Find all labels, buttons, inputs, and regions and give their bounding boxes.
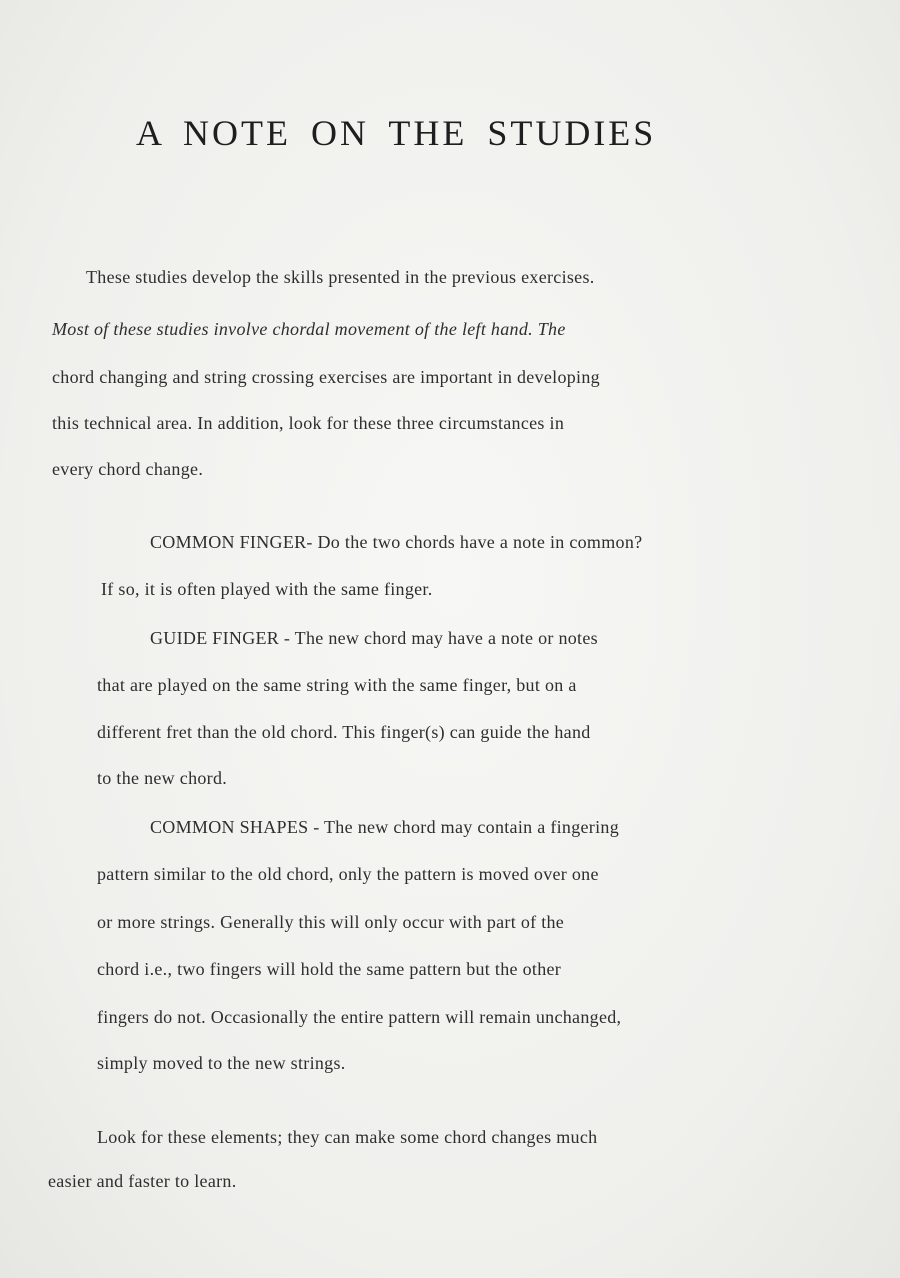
common-shapes-line-2: pattern similar to the old chord, only the pattern is moved over one xyxy=(97,864,599,884)
closing-line-1: Look for these elements; they can make some chord changes much xyxy=(97,1127,598,1147)
intro-line-5: every chord change. xyxy=(52,459,204,479)
intro-line-2-italic: Most of these studies involve chordal movement of the left hand. xyxy=(52,319,533,339)
page-title: A NOTE ON THE STUDIES xyxy=(136,113,657,153)
intro-line-2-tail: The xyxy=(532,319,566,339)
common-shapes-line-3: or more strings. Generally this will only occur with part of the xyxy=(97,912,565,932)
intro-line-4: this technical area. In addition, look for these three circumstances in xyxy=(52,413,565,433)
guide-finger-line-2: that are played on the same string with the same finger, but on a xyxy=(97,675,577,695)
intro-line-3: chord changing and string crossing exercises are important in developing xyxy=(52,367,600,387)
guide-finger-line-4: to the new chord. xyxy=(97,768,228,788)
closing-line-2: easier and faster to learn. xyxy=(48,1171,237,1191)
intro-line-1: These studies develop the skills presented in the previous exercises. xyxy=(86,267,595,287)
common-shapes-line-4: chord i.e., two fingers will hold the same pattern but the other xyxy=(97,959,562,979)
common-shapes-line-5: fingers do not. Occasionally the entire pattern will remain unchanged, xyxy=(97,1007,622,1027)
common-finger-line-1: COMMON FINGER- Do the two chords have a note in common? xyxy=(150,532,643,552)
guide-finger-line-1: GUIDE FINGER - The new chord may have a note or notes xyxy=(150,628,598,648)
common-finger-line-2: If so, it is often played with the same finger. xyxy=(101,579,433,599)
common-shapes-line-1: COMMON SHAPES - The new chord may contain a fingering xyxy=(150,817,620,837)
common-shapes-line-6: simply moved to the new strings. xyxy=(97,1053,346,1073)
intro-line-2 xyxy=(52,318,566,340)
guide-finger-line-3: different fret than the old chord. This finger(s) can guide the hand xyxy=(97,722,591,742)
